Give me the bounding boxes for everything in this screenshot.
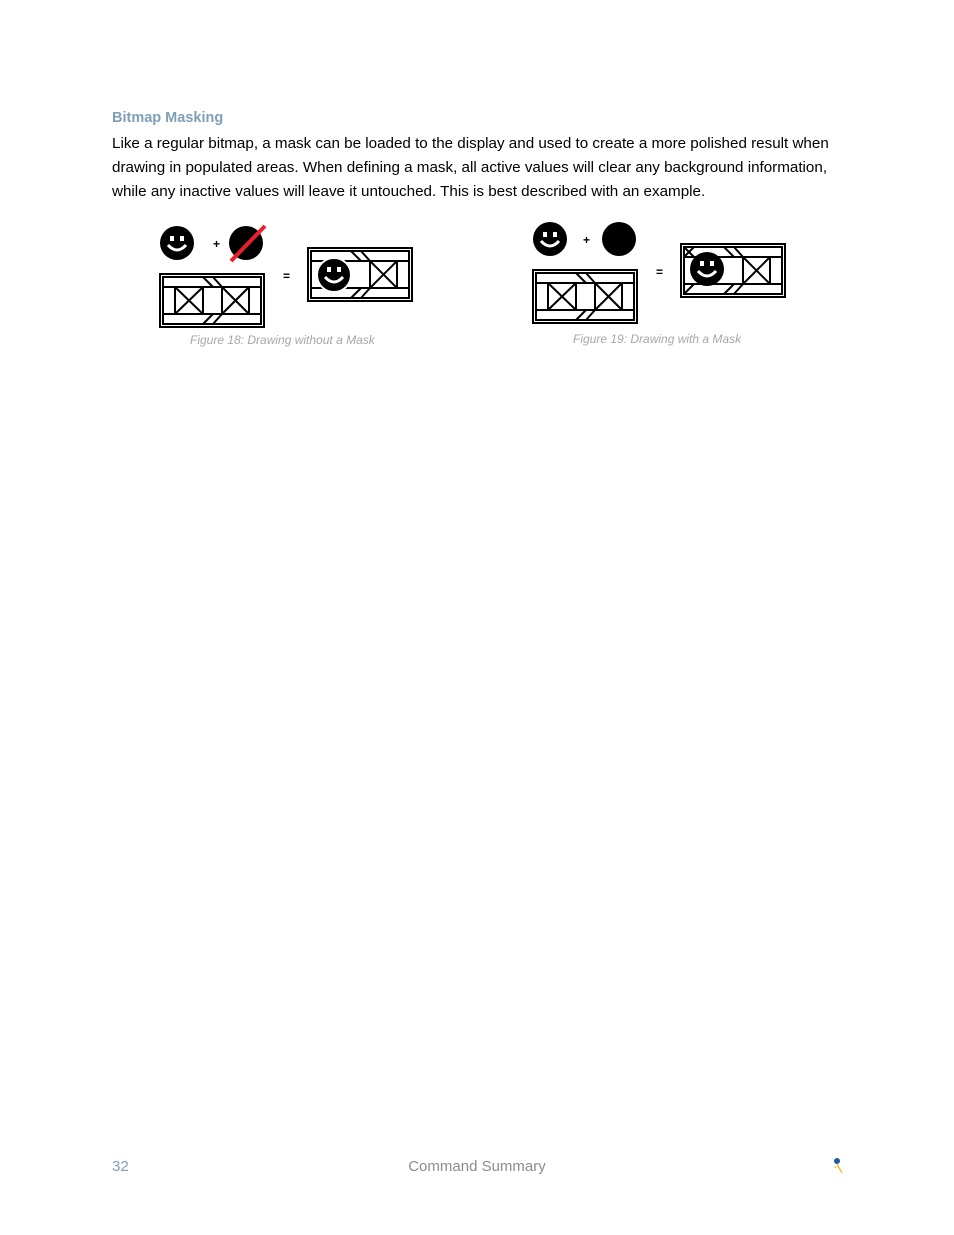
section-heading: Bitmap Masking [112, 110, 224, 126]
footer-title: Command Summary [408, 1158, 546, 1175]
equals-sign: = [283, 269, 291, 283]
figure-19 [531, 218, 791, 328]
background-pattern [160, 274, 264, 327]
logo-icon [830, 1156, 846, 1181]
figure-18-caption: Figure 18: Drawing without a Mask [190, 333, 375, 347]
page-number: 32 [112, 1158, 129, 1175]
background-pattern [533, 270, 637, 323]
figure-19-caption: Figure 19: Drawing with a Mask [573, 332, 742, 346]
mask-bitmap [602, 222, 636, 256]
figure-19-illustration [531, 218, 791, 328]
smiley-bitmap [533, 222, 567, 256]
plus-sign: + [213, 237, 221, 251]
figure-18-illustration [158, 222, 418, 332]
plus-sign: + [583, 233, 591, 247]
equals-sign: = [656, 265, 664, 279]
result-bitmap [681, 244, 785, 297]
result-bitmap [308, 248, 412, 301]
smiley-bitmap [160, 226, 194, 260]
mask-bitmap-struck [229, 226, 265, 261]
section-paragraph: Like a regular bitmap, a mask can be loaded to the display and used to create a more polished result when drawing in populated areas. When defining a mask, all active values will clear any background information, while any inactive values will leave it untouched. This is best described with an example. [112, 135, 829, 200]
figure-18 [158, 222, 418, 332]
